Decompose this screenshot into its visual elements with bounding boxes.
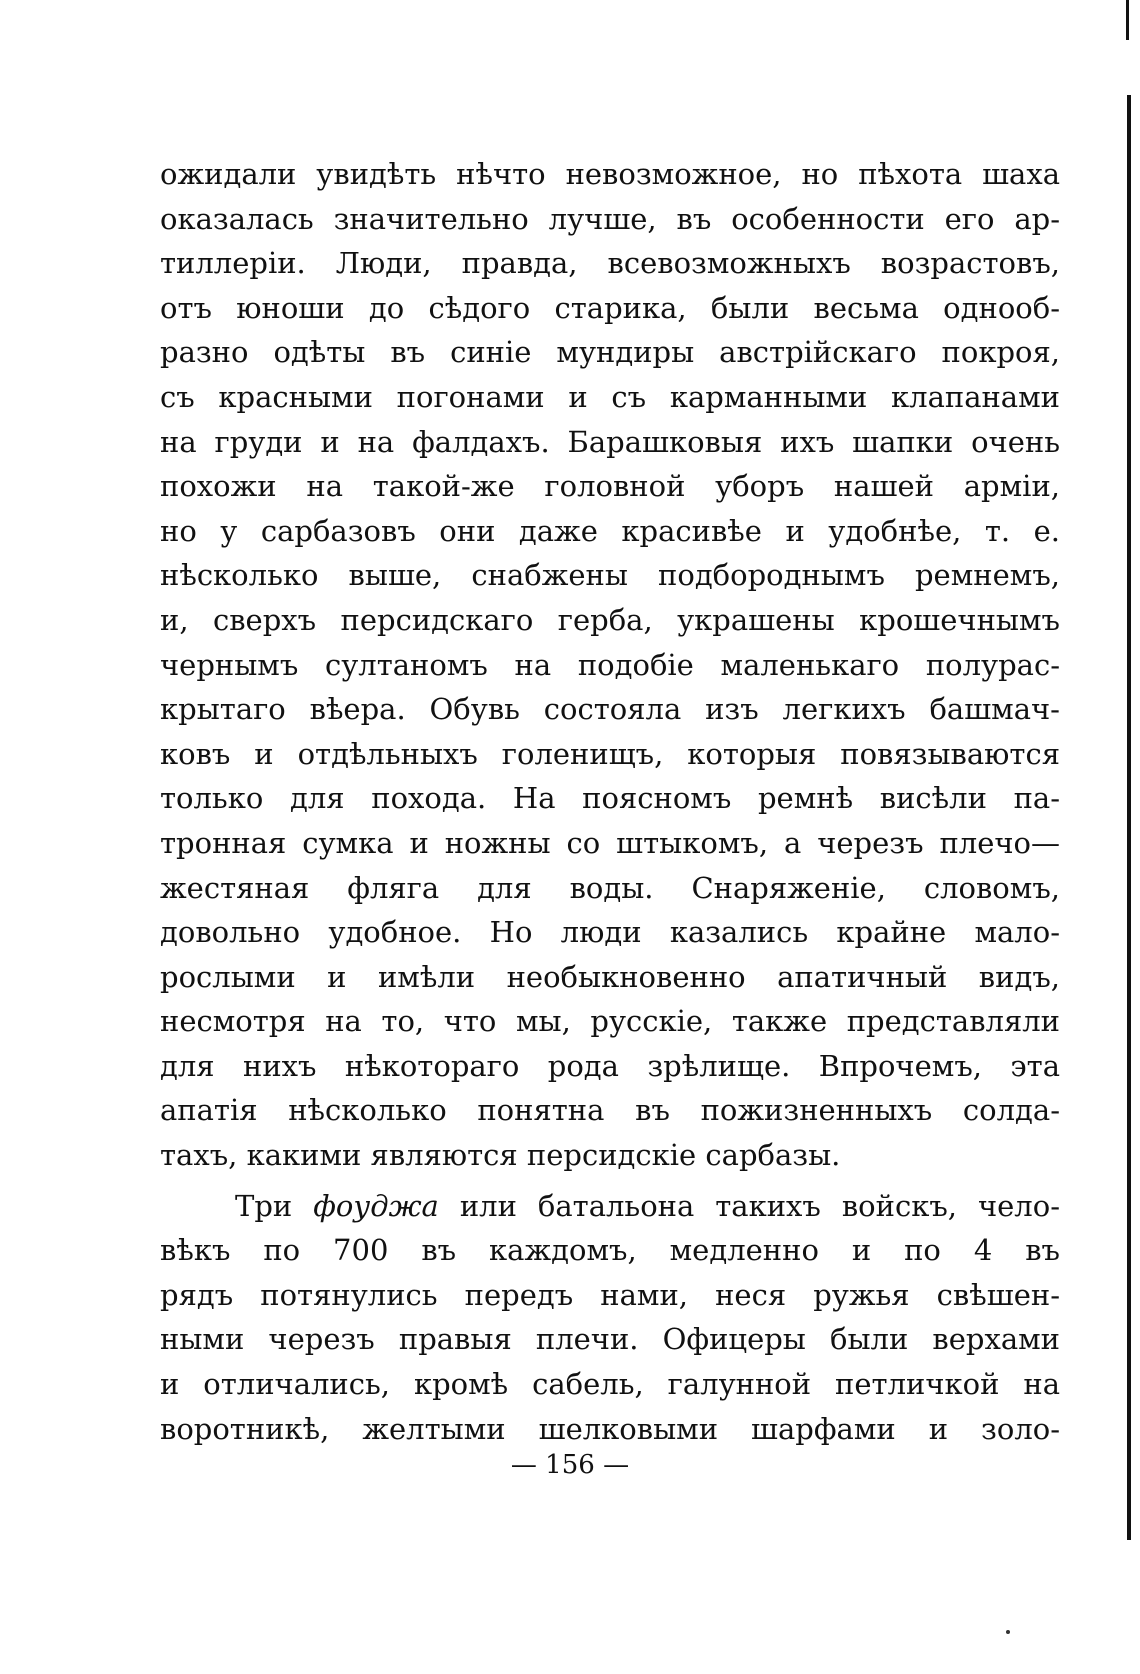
text-line: на груди и на фалдахъ. Барашковыя ихъ шапки очень [160, 424, 1060, 459]
text-line: апатія нѣсколько понятна въ пожизненныхъ солда- [160, 1093, 1060, 1128]
text-line: и отличались, кромѣ сабель, галунной петличкой на [160, 1367, 1060, 1402]
text-run: Три [235, 1188, 314, 1223]
text-line: оказалась значительно лучше, въ особенности его ар- [160, 201, 1060, 236]
text-line: тахъ, какими являются персидскіе сарбазы. [160, 1138, 841, 1173]
scan-speck [1006, 1630, 1010, 1634]
text-line: чернымъ султаномъ на подобіе маленькаго полурас- [160, 647, 1060, 682]
text-line: съ красными погонами и съ карманными клапанами [160, 379, 1060, 414]
page-number: — 156 — [510, 1450, 630, 1480]
text-line: но у сарбазовъ они даже красивѣе и удобнѣе, т. е. [160, 513, 1060, 548]
text-line: ковъ и отдѣльныхъ голенищъ, которыя повязываются [160, 736, 1060, 771]
paragraph-first-line [160, 1184, 1060, 1229]
text-line: только для похода. На поясномъ ремнѣ висѣли па- [160, 781, 1060, 816]
text-line: воротникѣ, желтыми шелковыми шарфами и золо- [160, 1411, 1060, 1446]
text-line: тиллеріи. Люди, правда, всевозможныхъ возрастовъ, [160, 246, 1060, 281]
scan-edge-mark [1126, 0, 1129, 40]
text-line: для нихъ нѣкотораго рода зрѣлище. Впрочемъ, эта [160, 1048, 1060, 1083]
text-line: рядъ потянулись передъ нами, неся ружья свѣшен- [160, 1277, 1060, 1312]
paragraph-1 [160, 152, 1060, 1178]
paragraph-2 [160, 1184, 1060, 1452]
text-run: или батальона такихъ войскъ, чело- [438, 1188, 1060, 1223]
text-line: рослыми и имѣли необыкновенно апатичный видъ, [160, 959, 1060, 994]
italic-term: фоуджа [313, 1188, 439, 1223]
text-body [160, 152, 1060, 1451]
text-line: нѣсколько выше, снабжены подбороднымъ ремнемъ, [160, 558, 1060, 593]
text-line: похожи на такой-же головной уборъ нашей арміи, [160, 469, 1060, 504]
text-line: ожидали увидѣть нѣчто невозможное, но пѣхота шаха [160, 157, 1060, 191]
text-line: и, сверхъ персидскаго герба, украшены крошечнымъ [160, 602, 1060, 637]
page-edge-line [1127, 95, 1131, 1540]
text-line: несмотря на то, что мы, русскіе, также представляли [160, 1004, 1060, 1039]
text-line: довольно удобное. Но люди казались крайне мало- [160, 915, 1060, 950]
text-line: вѣкъ по 700 въ каждомъ, медленно и по 4 въ [160, 1233, 1060, 1268]
text-line: ными черезъ правыя плечи. Офицеры были верхами [160, 1322, 1060, 1357]
text-line: крытаго вѣера. Обувь состояла изъ легкихъ башмач- [160, 692, 1060, 727]
text-line: разно одѣты въ синіе мундиры австрійскаго покроя, [160, 335, 1060, 370]
text-line: тронная сумка и ножны со штыкомъ, а черезъ плечо— [160, 825, 1060, 860]
text-line: отъ юноши до сѣдого старика, были весьма однооб- [160, 290, 1060, 325]
text-line: жестяная фляга для воды. Снаряженіе, словомъ, [160, 870, 1060, 905]
